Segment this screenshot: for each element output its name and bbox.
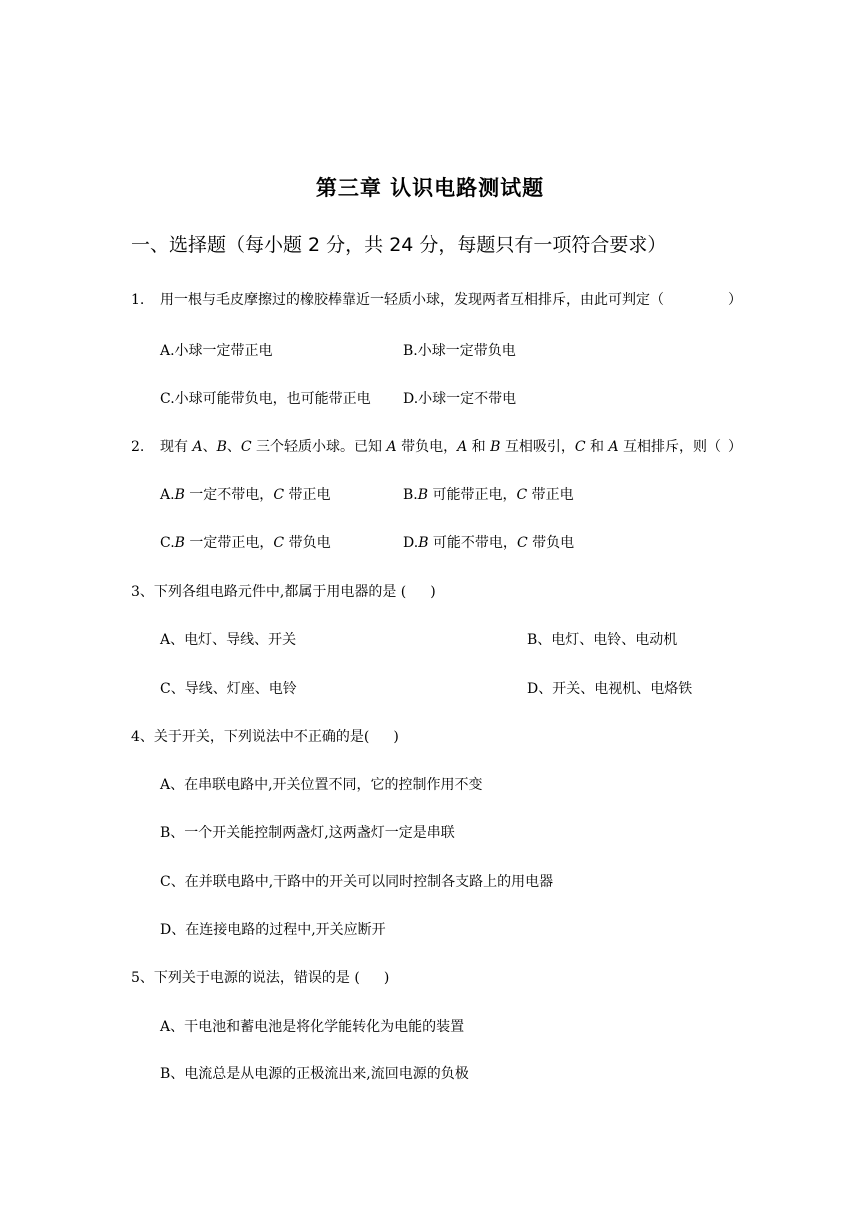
question-1-option-b: B.小球一定带负电 xyxy=(403,343,516,359)
question-2-text-7: 互相排斥，则（ xyxy=(618,439,722,455)
question-4-option-c: C、在并联电路中,干路中的开关可以同时控制各支路上的用电器 xyxy=(160,874,554,890)
option-text: 带正电 xyxy=(284,487,331,503)
question-3-option-a: A、电灯、导线、开关 xyxy=(160,632,297,648)
var-c: C xyxy=(574,439,586,455)
option-text: 一定带正电， xyxy=(184,535,274,551)
var-c: C xyxy=(240,439,252,455)
question-2-text-3: 带负电， xyxy=(396,439,458,455)
question-4-text: 4、关于开关，下列说法中不正确的是( xyxy=(131,729,370,745)
question-5-option-a: A、干电池和蓄电池是将化学能转化为电能的装置 xyxy=(160,1019,465,1035)
question-2-close-paren: ） xyxy=(728,439,742,455)
option-letter: B. xyxy=(403,487,418,503)
option-text: 可能不带电， xyxy=(428,535,517,551)
question-3-close-paren: ) xyxy=(430,584,436,600)
var-a: A xyxy=(608,439,619,455)
var-b: B xyxy=(490,439,501,455)
var-c: C xyxy=(516,487,528,503)
question-3-option-d: D、开关、电视机、电烙铁 xyxy=(527,681,693,697)
question-2-sep-1: 、 xyxy=(202,439,217,455)
var-b: B xyxy=(417,487,429,503)
var-c: C xyxy=(273,535,285,551)
question-2-option-b xyxy=(403,484,574,504)
question-1-option-d: D.小球一定不带电 xyxy=(403,391,517,407)
question-1-option-c: C.小球可能带负电，也可能带正电 xyxy=(160,391,371,407)
question-3-text: 3、下列各组电路元件中,都属于用电器的是 ( xyxy=(131,584,407,600)
question-5-close-paren: ) xyxy=(383,970,390,986)
option-text: 带负电 xyxy=(527,535,575,551)
question-1-close-paren: ） xyxy=(728,292,742,308)
question-1-number: 1. xyxy=(131,292,145,308)
option-text: 带正电 xyxy=(527,487,574,503)
option-text: 一定不带电， xyxy=(184,487,274,503)
question-4-close-paren: ) xyxy=(393,729,399,745)
var-b: B xyxy=(174,535,185,551)
var-a: A xyxy=(457,439,468,455)
question-3-option-c: C、导线、灯座、电铃 xyxy=(160,681,297,697)
question-4-option-b: B、一个开关能控制两盏灯,这两盏灯一定是串联 xyxy=(160,825,455,841)
question-4 xyxy=(131,726,399,746)
page-title: 第三章 认识电路测试题 xyxy=(315,176,545,200)
question-4-option-d: D、在连接电路的过程中,开关应断开 xyxy=(160,922,386,938)
question-2-option-d xyxy=(403,532,574,552)
question-5-option-b: B、电流总是从电源的正极流出来,流回电源的负极 xyxy=(160,1066,469,1082)
option-letter: A. xyxy=(160,487,175,503)
question-5 xyxy=(131,967,389,987)
question-2-text-4: 和 xyxy=(467,439,491,455)
question-2-option-c xyxy=(160,532,331,552)
var-b: B xyxy=(418,535,429,551)
question-2-option-a xyxy=(160,484,330,504)
question-3-option-b: B、电灯、电铃、电动机 xyxy=(527,632,678,648)
question-1 xyxy=(131,289,664,309)
var-c: C xyxy=(516,535,528,551)
option-letter: C. xyxy=(160,535,175,551)
question-2-text-2: 三个轻质小球。已知 xyxy=(251,439,387,455)
section-heading: 一、选择题（每小题 2 分，共 24 分，每题只有一项符合要求） xyxy=(131,234,667,256)
question-2-text-1: 现有 xyxy=(160,439,193,455)
var-b: B xyxy=(216,439,227,455)
question-1-text: 用一根与毛皮摩擦过的橡胶棒靠近一轻质小球，发现两者互相排斥，由此可判定（ xyxy=(160,292,664,308)
question-2-sep-2: 、 xyxy=(226,439,241,455)
question-2-number: 2. xyxy=(131,439,145,455)
var-a: A xyxy=(386,439,397,455)
option-text: 带负电 xyxy=(284,535,331,551)
question-3 xyxy=(131,581,436,601)
question-1-option-a: A.小球一定带正电 xyxy=(160,343,273,359)
var-b: B xyxy=(174,487,185,503)
option-text: 可能带正电， xyxy=(428,487,517,503)
question-4-option-a: A、在串联电路中,开关位置不同，它的控制作用不变 xyxy=(160,777,483,793)
question-2-text-5: 互相吸引， xyxy=(500,439,575,455)
var-a: A xyxy=(192,439,203,455)
option-letter: D. xyxy=(403,535,419,551)
question-2 xyxy=(131,436,721,456)
question-5-text: 5、下列关于电源的说法，错误的是 ( xyxy=(131,970,360,986)
var-c: C xyxy=(273,487,285,503)
question-2-text-6: 和 xyxy=(585,439,609,455)
